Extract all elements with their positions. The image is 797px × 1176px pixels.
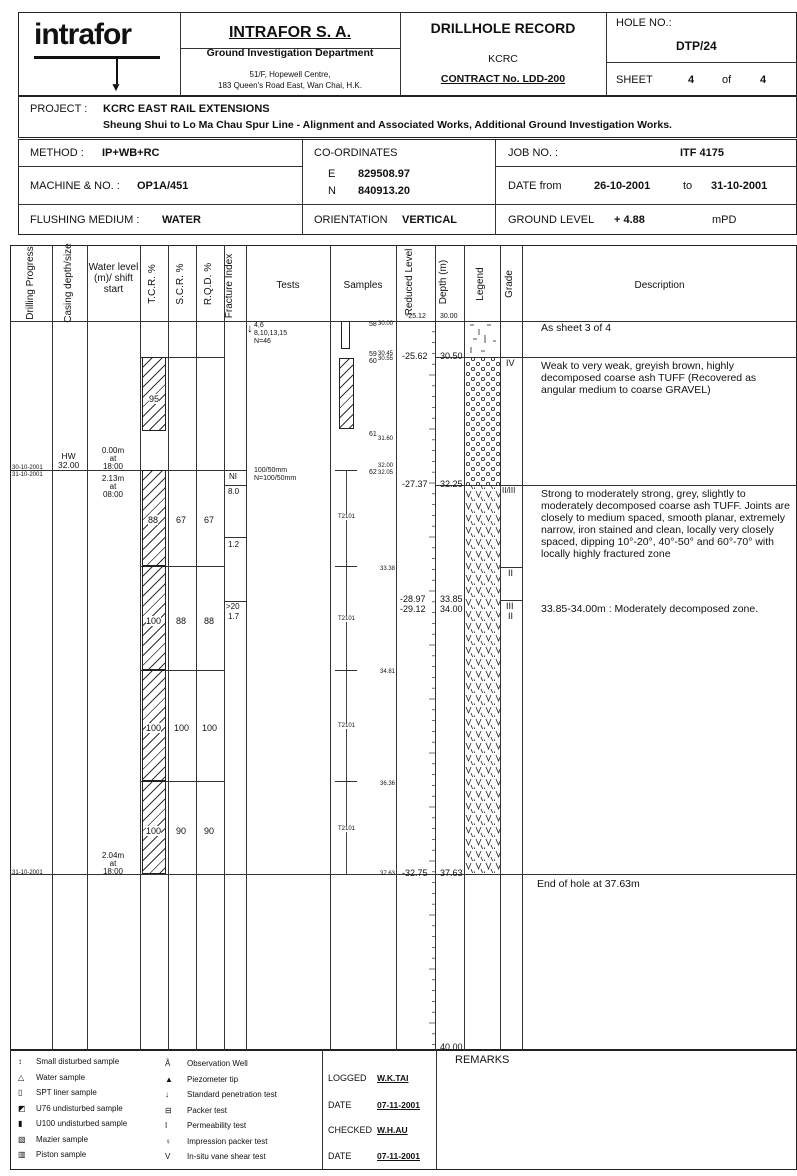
date1-label: DATE (328, 1100, 352, 1110)
method-label: METHOD : (30, 147, 84, 159)
sample-no-59: 59 (369, 351, 377, 358)
progress-date-1: 30-10-2001 (12, 465, 43, 471)
scr-run5: 90 (176, 826, 187, 836)
key-packer: ⊟ Packer test (165, 1105, 228, 1115)
key-spt: ↓ Standard penetration test (165, 1090, 277, 1099)
grade-iv: IV (506, 358, 515, 368)
depth-5: 37.63 (440, 868, 463, 878)
legend-pattern (465, 321, 500, 874)
core-label-4: T2101 (338, 826, 356, 832)
gl-value: + 4.88 (614, 214, 645, 226)
logged-by: W.K.TAI (377, 1073, 409, 1083)
top-depth: 30.00 (440, 313, 458, 320)
casing-value: HW 32.00 (58, 451, 80, 470)
hole-no: DTP/24 (676, 39, 717, 53)
reduced-level-5: -32.75 (402, 868, 428, 878)
checked-by: W.H.AU (377, 1125, 408, 1135)
progress-date-3: 31-10-2001 (12, 870, 43, 876)
description-2: Weak to very weak, greyish brown, highly decomposed coarse ash TUFF (Recovered as angular medium to coarse GRAVEL) (541, 360, 757, 396)
company-logo: intrafor (34, 18, 131, 51)
tcr-run4: 100 (146, 723, 162, 733)
e-value: 829508.97 (358, 168, 410, 180)
job-value: ITF 4175 (680, 147, 725, 159)
rqd-run3: 88 (204, 616, 215, 626)
scr-run2: 67 (176, 515, 187, 525)
orient-label: ORIENTATION (314, 214, 388, 226)
date2: 07-11-2001 (377, 1151, 421, 1161)
water-sample-icon: △ (18, 1072, 25, 1082)
key-spt-liner: ▯ SPT liner sample (18, 1088, 97, 1097)
depth-scale-ticks (396, 321, 436, 1050)
logged-label: LOGGED (328, 1073, 367, 1083)
sample-depth-3160: 31.60 (378, 436, 394, 442)
spt-test-2: 100/50mm N=100/50mm (254, 467, 297, 482)
rqd-run4: 100 (202, 723, 218, 733)
col-casing: Casing depth/size (63, 243, 74, 323)
sample-depth-3481: 34.81 (380, 669, 396, 675)
vane-shear-icon: V (165, 1152, 171, 1161)
record-title: DRILLHOLE RECORD (430, 20, 576, 36)
key-water-sample: △ Water sample (18, 1072, 86, 1082)
sample-no-62: 62 (369, 469, 377, 476)
fracture-3: >20 (226, 602, 240, 611)
key-piston: ▥ Piston sample (18, 1150, 87, 1159)
key-vane-shear: V In-situ vane shear test (165, 1152, 266, 1161)
date-from: 26-10-2001 (594, 180, 651, 192)
water-level-2: 2.13m at 08:00 (101, 474, 125, 499)
col-samples: Samples (343, 280, 383, 291)
sample-depth-3055: 30.55 (378, 356, 394, 362)
flush-label: FLUSHING MEDIUM : (30, 214, 140, 226)
description-5: End of hole at 37.63m (537, 878, 640, 890)
date-to-label: to (683, 180, 693, 192)
tcr-run3: 100 (146, 616, 162, 626)
key-left (18, 1057, 168, 1166)
key-u76: ◩ U76 undisturbed sample (18, 1103, 123, 1113)
key-right (165, 1059, 320, 1168)
depth-3: 33.85 (440, 594, 463, 604)
observation-well-icon: Å (165, 1059, 171, 1068)
n-value: 840913.20 (358, 185, 410, 197)
address-line1: 51/F, Hopewell Centre, (249, 70, 331, 79)
n-label: N (328, 185, 336, 197)
col-description: Description (634, 280, 685, 291)
key-small-disturbed: ↕ Small disturbed sample (18, 1057, 120, 1066)
progress-date-2: 31-10-2001 (12, 472, 43, 478)
sheet-label: SHEET (616, 74, 653, 86)
depth-1: 30.50 (440, 351, 463, 361)
scr-run4: 100 (174, 723, 190, 733)
date-from-label: DATE from (508, 180, 562, 192)
col-depth: Depth (m) (438, 259, 449, 305)
u100-icon: ▮ (18, 1119, 23, 1128)
description-1: As sheet 3 of 4 (541, 322, 612, 334)
machine-label: MACHINE & NO. : (30, 180, 120, 192)
col-scr: S.C.R. % (175, 263, 186, 305)
col-water-level: Water level (m)/ shift start (88, 262, 139, 295)
client-name: KCRC (488, 53, 518, 65)
sample-no-61: 61 (369, 431, 377, 438)
remarks-label: REMARKS (455, 1054, 510, 1066)
depth-4: 34.00 (440, 604, 463, 614)
sample-no-58: 58 (369, 321, 377, 328)
sample-60 (339, 358, 354, 429)
packer-icon: ⊟ (165, 1105, 172, 1115)
fracture-ni: NI (229, 472, 237, 481)
fracture-4: 1.7 (228, 612, 240, 621)
description-3: Strong to moderately strong, grey, slightly to moderately decomposed coarse ash TUFF. Joints are closely to medium spaced, smooth planar, extremely narrow, iron stained and clean, locally very closely spaced, dipping 10°-20°, 40°-50° and 60°-70° with locally highly fractured zone (541, 488, 791, 560)
job-label: JOB NO. : (508, 147, 559, 159)
sample-depth-3205: 32.05 (378, 470, 394, 476)
contract-no: CONTRACT No. LDD-200 (440, 73, 566, 85)
coord-label: CO-ORDINATES (314, 147, 398, 159)
u76-icon: ◩ (18, 1103, 26, 1113)
grade-ii-b: II (508, 611, 514, 621)
tcr-run5: 100 (146, 826, 162, 836)
core-label-2: T2101 (338, 616, 356, 622)
key-impression-packer: ♀ Impression packer test (165, 1136, 268, 1146)
piezometer-icon: ▲ (165, 1074, 173, 1084)
sample-depth-3338: 33.38 (380, 566, 396, 572)
description-4: 33.85-34.00m : Moderately decomposed zone. (541, 603, 759, 615)
gl-unit: mPD (712, 214, 737, 226)
water-level-3: 2.04m at 18:00 (101, 851, 125, 876)
sample-depth-3045: 30.45 (378, 351, 394, 357)
col-fracture-index: Fracture Index (224, 253, 235, 319)
col-rqd: R.Q.D. % (203, 262, 214, 306)
col-drilling-progress: Drilling Progress (25, 246, 36, 320)
sample-depth-3000: 30.00 (378, 321, 394, 327)
col-tcr: T.C.R. % (147, 264, 158, 304)
spt-liner-sample (341, 321, 350, 349)
sample-no-60: 60 (369, 358, 377, 365)
col-reduced-level: Reduced Level (404, 248, 415, 316)
top-reduced-level: -25.12 (406, 313, 426, 320)
tcr-run1: 95 (149, 394, 160, 404)
sheet-no: 4 (688, 74, 695, 86)
gl-label: GROUND LEVEL (508, 214, 595, 226)
core-label-1: T2101 (338, 514, 356, 520)
grade-ii-iii: II/III (502, 486, 516, 495)
col-legend: Legend (475, 267, 486, 301)
date-to: 31-10-2001 (711, 180, 768, 192)
permeability-icon: I (165, 1121, 168, 1130)
impression-packer-icon: ♀ (165, 1136, 171, 1146)
sheet-total: 4 (760, 74, 767, 86)
fracture-2: 1.2 (228, 540, 240, 549)
key-permeability: I Permeability test (165, 1121, 247, 1130)
rqd-run5: 90 (204, 826, 215, 836)
key-piezometer: ▲ Piezometer tip (165, 1074, 239, 1084)
reduced-level-2: -27.37 (402, 479, 428, 489)
reduced-level-4: -29.12 (400, 604, 426, 614)
key-u100: ▮ U100 undisturbed sample (18, 1119, 128, 1128)
machine-value: OP1A/451 (137, 180, 189, 192)
logo-arrow-head: ▼ (110, 80, 122, 94)
spt-arrow-icon: ↓ (247, 321, 253, 335)
fracture-1: 8.0 (228, 487, 240, 496)
grade-iii: III (506, 601, 514, 611)
key-observation-well: Å Observation Well (165, 1059, 248, 1068)
rqd-run2: 67 (204, 515, 215, 525)
sheet-of: of (722, 74, 732, 86)
flush-value: WATER (162, 214, 201, 226)
sample-depth-3636: 36.36 (380, 781, 396, 787)
date1: 07-11-2001 (377, 1100, 421, 1110)
core-label-3: T2101 (338, 723, 356, 729)
spt-test-1: 4,6 8,10,13,15 N=46 (254, 322, 288, 345)
depth-6: 40.00 (440, 1042, 463, 1052)
reduced-level-3: -28.97 (400, 594, 426, 604)
col-tests: Tests (276, 280, 300, 291)
sample-depth-3200: 32.00 (378, 463, 394, 469)
key-mazier: ▧ Mazier sample (18, 1134, 89, 1144)
sample-depth-3763: 37.63 (380, 871, 396, 877)
department-name: Ground Investigation Department (206, 47, 374, 59)
spt-icon: ↓ (165, 1090, 169, 1099)
piston-icon: ▥ (18, 1150, 26, 1159)
project-line2: Sheung Shui to Lo Ma Chau Spur Line - Alignment and Associated Works, Additional Ground Investigation Works. (103, 119, 672, 131)
method-value: IP+WB+RC (102, 147, 160, 159)
project-line1: KCRC EAST RAIL EXTENSIONS (103, 103, 270, 115)
tcr-run2: 88 (148, 515, 159, 525)
checked-label: CHECKED (328, 1125, 373, 1135)
project-label: PROJECT : (30, 103, 88, 115)
water-level-1: 0.00m at 18:00 (101, 446, 125, 471)
orient-value: VERTICAL (402, 214, 457, 226)
scr-run3: 88 (176, 616, 187, 626)
spt-liner-icon: ▯ (18, 1088, 23, 1097)
depth-2: 32.25 (440, 479, 463, 489)
col-grade: Grade (504, 270, 515, 298)
date2-label: DATE (328, 1151, 352, 1161)
hole-no-label: HOLE NO.: (616, 17, 672, 29)
mazier-icon: ▧ (18, 1134, 26, 1144)
reduced-level-1: -25.62 (402, 351, 428, 361)
address-line2: 183 Queen's Road East, Wan Chai, H.K. (218, 81, 362, 90)
e-label: E (328, 168, 336, 180)
small-disturbed-icon: ↕ (18, 1057, 22, 1066)
grade-ii-a: II (508, 568, 514, 578)
company-name: INTRAFOR S. A. (228, 24, 352, 41)
